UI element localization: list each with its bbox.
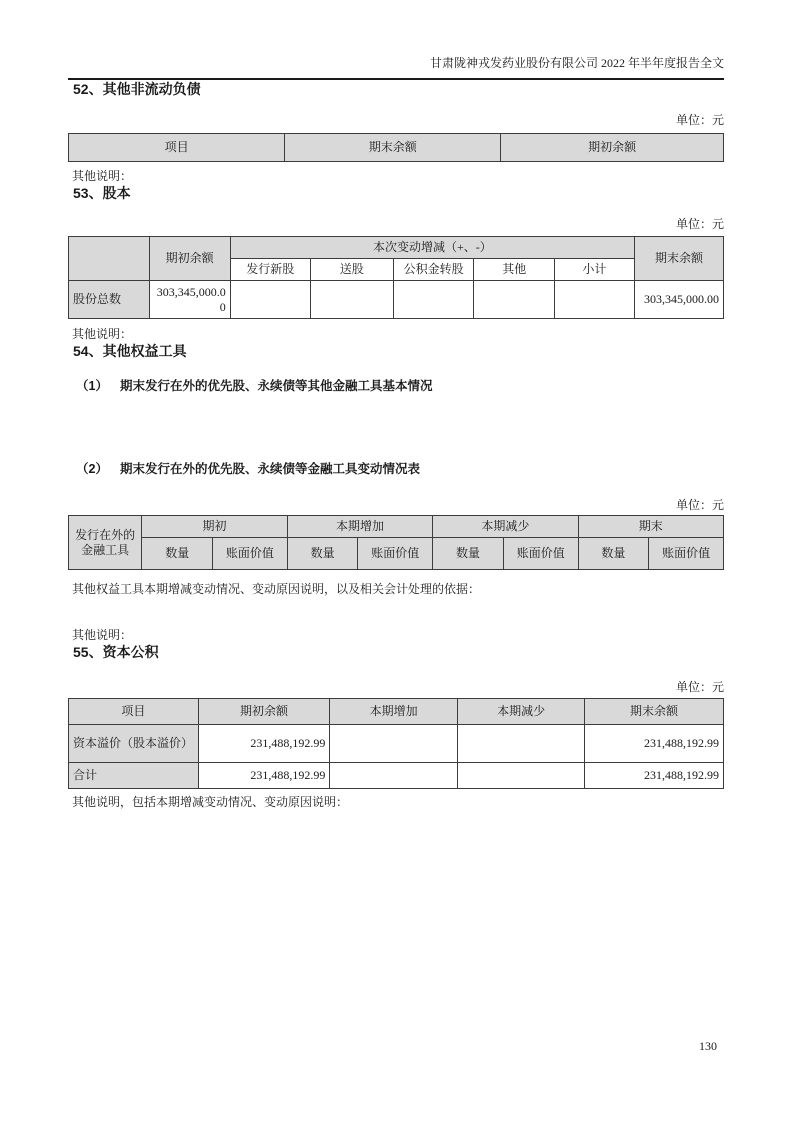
cell-new-issue (230, 281, 310, 319)
col-header-increase: 本期增加 (330, 699, 458, 725)
table-capital-reserve (68, 698, 724, 789)
page-header-title: 甘肃陇神戎发药业股份有限公司 2022 年半年度报告全文 (68, 0, 724, 80)
cell-subtotal (554, 281, 634, 319)
page-content (68, 0, 724, 810)
section-heading-54: 54、其他权益工具 (73, 343, 187, 359)
cell-increase (330, 725, 458, 763)
col-header-beginning-balance: 期初余额 (198, 699, 330, 725)
page-number: 130 (699, 1039, 717, 1053)
unit-label-54: 单位：元 (675, 498, 724, 512)
col-header-carrying-value: 账面价值 (358, 538, 433, 570)
sub-heading-54-2 (68, 461, 724, 477)
table-other-noncurrent-liabilities (68, 133, 724, 162)
group-header-increase: 本期增加 (287, 516, 432, 538)
group-header-decrease: 本期减少 (433, 516, 578, 538)
other-note-53: 其他说明： (72, 327, 133, 341)
group-header-beginning: 期初 (142, 516, 287, 538)
corner-cell-financial-instruments: 发行在外的金融工具 (69, 516, 142, 570)
row-label-capital-premium: 资本溢价（股本溢价） (69, 725, 199, 763)
col-header-quantity: 数量 (433, 538, 504, 570)
col-header-beginning-balance: 期初余额 (149, 237, 230, 281)
col-header-ending-balance: 期末余额 (634, 237, 723, 281)
section-heading-55: 55、资本公积 (73, 644, 159, 660)
cell-other (474, 281, 555, 319)
row-label-total-shares: 股份总数 (69, 281, 150, 319)
group-header-ending: 期末 (578, 516, 723, 538)
table-row (69, 281, 724, 319)
cell-decrease (458, 763, 585, 789)
table-share-capital (68, 236, 724, 319)
corner-cell (69, 237, 150, 281)
other-note-54: 其他说明： (72, 628, 133, 642)
cell-beginning-balance: 231,488,192.99 (198, 763, 330, 789)
col-header-ending-balance: 期末余额 (285, 134, 501, 162)
col-header-subtotal: 小计 (554, 259, 634, 281)
cell-increase (330, 763, 458, 789)
col-header-other: 其他 (474, 259, 555, 281)
section-heading-52: 52、其他非流动负债 (73, 81, 201, 97)
cell-decrease (458, 725, 585, 763)
other-note-55: 其他说明，包括本期增减变动情况、变动原因说明： (72, 795, 349, 809)
col-header-decrease: 本期减少 (458, 699, 585, 725)
col-header-bonus-shares: 送股 (310, 259, 393, 281)
other-note-52: 其他说明： (72, 169, 133, 183)
col-header-reserve-transfer: 公积金转股 (393, 259, 474, 281)
col-header-item: 项目 (69, 134, 285, 162)
sub-heading-number: （1） (76, 379, 108, 393)
cell-beginning-balance: 303,345,000.00 (149, 281, 230, 319)
sub-heading-54-1 (68, 378, 724, 394)
col-header-new-issue: 发行新股 (230, 259, 310, 281)
table-row (69, 763, 724, 789)
group-header-change: 本次变动增减（+、-） (230, 237, 634, 259)
section-heading-53: 53、股本 (73, 185, 131, 201)
col-header-item: 项目 (69, 699, 199, 725)
change-explanation-note-54: 其他权益工具本期增减变动情况、变动原因说明，以及相关会计处理的依据： (72, 582, 481, 596)
col-header-quantity: 数量 (142, 538, 213, 570)
col-header-carrying-value: 账面价值 (503, 538, 578, 570)
cell-beginning-balance: 231,488,192.99 (198, 725, 330, 763)
sub-heading-number: （2） (76, 462, 108, 476)
col-header-quantity: 数量 (287, 538, 358, 570)
sub-heading-text: 期末发行在外的优先股、永续债等其他金融工具基本情况 (119, 379, 433, 393)
col-header-carrying-value: 账面价值 (649, 538, 724, 570)
col-header-quantity: 数量 (578, 538, 649, 570)
col-header-carrying-value: 账面价值 (213, 538, 288, 570)
table-other-equity-instruments (68, 515, 724, 570)
cell-reserve-transfer (393, 281, 474, 319)
cell-ending-balance: 231,488,192.99 (585, 763, 724, 789)
unit-label-53: 单位：元 (675, 217, 724, 231)
sub-heading-text: 期末发行在外的优先股、永续债等金融工具变动情况表 (119, 462, 420, 476)
cell-ending-balance: 303,345,000.00 (634, 281, 723, 319)
table-row (69, 725, 724, 763)
unit-label-52: 单位：元 (675, 113, 724, 127)
cell-ending-balance: 231,488,192.99 (585, 725, 724, 763)
row-label-total: 合计 (69, 763, 199, 789)
cell-bonus-shares (310, 281, 393, 319)
unit-label-55: 单位：元 (675, 680, 724, 694)
col-header-beginning-balance: 期初余额 (501, 134, 724, 162)
col-header-ending-balance: 期末余额 (585, 699, 724, 725)
